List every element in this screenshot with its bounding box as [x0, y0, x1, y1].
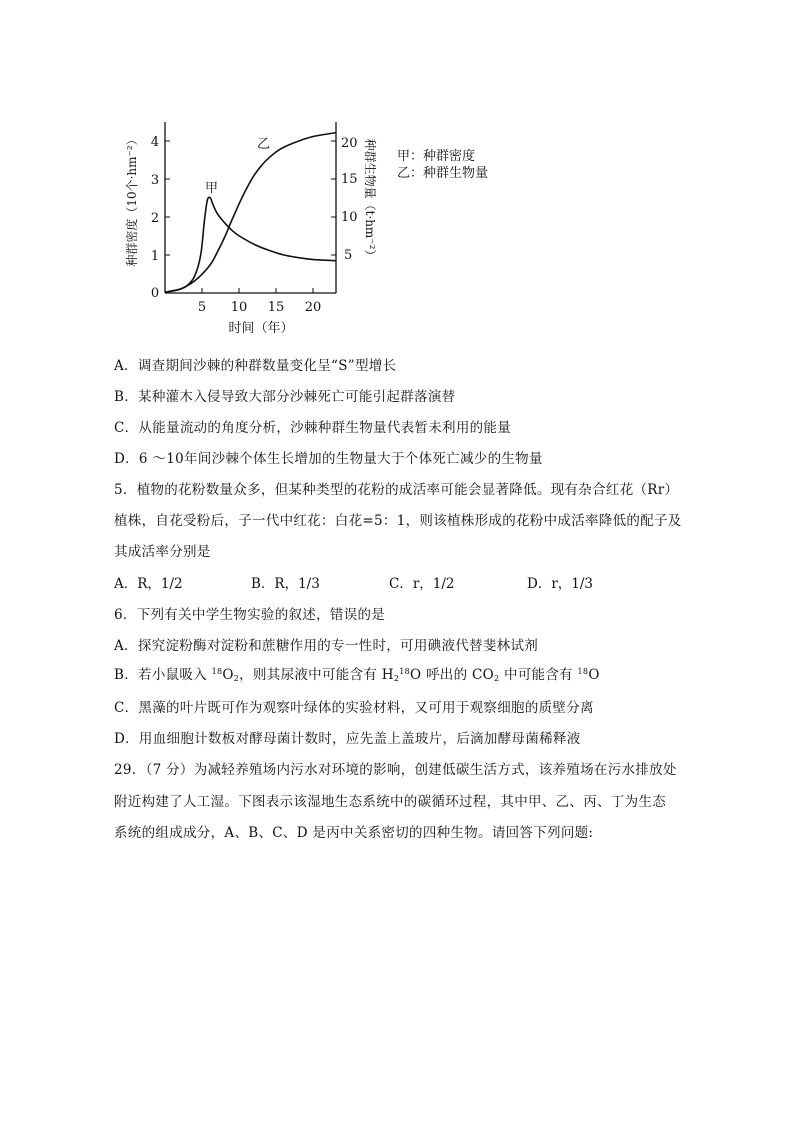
- q5-stem-line-2: 植株，自花受粉后，子一代中红花：白花=5：1，则该植株形成的花粉中成活率降低的配子及: [114, 513, 682, 529]
- y-right-tick-20: 20: [341, 136, 358, 151]
- y-right-tick-10: 10: [341, 210, 358, 225]
- legend-yi: 乙：种群生物量: [397, 166, 489, 181]
- q6-option-d: D．用血细胞计数板对酵母菌计数时，应先盖上盖玻片，后滴加酵母菌稀释液: [114, 731, 581, 747]
- x-tick-5: 5: [197, 300, 207, 315]
- series-jia-label: 甲: [205, 181, 219, 196]
- q29-stem-line-2: 附近构建了人工湿。下图表示该湿地生态系统中的碳循环过程，其中甲、乙、丙、丁为生态: [114, 794, 666, 810]
- x-tick-20: 20: [304, 300, 322, 315]
- y-left-tick-2: 2: [150, 211, 160, 226]
- q4-option-c: C．从能量流动的角度分析，沙棘种群生物量代表暂未利用的能量: [114, 420, 512, 436]
- y-right-tick-15: 15: [341, 172, 358, 187]
- q5-option-a: A．R，1/2: [114, 576, 183, 592]
- series-yi-label: 乙: [257, 137, 271, 152]
- q29-stem-line-3: 系统的组成成分，A、B、C、D 是丙中关系密切的四种生物。请回答下列问题:: [114, 825, 594, 841]
- series-yi-line: [165, 133, 336, 293]
- y-left-tick-1: 1: [150, 249, 160, 264]
- q5-stem-line-1: 5．植物的花粉数量众多，但某种类型的花粉的成活率可能会显著降低。现有杂合红花（Rr）: [114, 482, 679, 498]
- y-left-tick-4: 4: [150, 135, 160, 150]
- population-chart: [118, 112, 518, 337]
- x-axis-label: 时间（年）: [228, 321, 294, 336]
- q5-option-d: D．r，1/3: [527, 576, 594, 592]
- x-tick-15: 15: [267, 300, 285, 315]
- q4-option-b: B．某种灌木入侵导致大部分沙棘死亡可能引起群落演替: [114, 389, 456, 405]
- x-tick-10: 10: [230, 300, 248, 315]
- q4-option-d: D．6 ～10年间沙棘个体生长增加的生物量大于个体死亡减少的生物量: [114, 451, 543, 467]
- q6-option-c: C．黑藻的叶片既可作为观察叶绿体的实验材料，又可用于观察细胞的质壁分离: [114, 700, 594, 716]
- q29-stem-line-1: 29．（7 分）为减轻养殖场内污水对环境的影响，创建低碳生活方式，该养殖场在污水排放处: [114, 762, 677, 778]
- q5-stem-line-3: 其成活率分别是: [114, 544, 211, 560]
- y-left-tick-0: 0: [150, 286, 160, 301]
- q4-option-a: A．调查期间沙棘的种群数量变化呈“S”型增长: [114, 358, 397, 374]
- q6-stem: 6．下列有关中学生物实验的叙述，错误的是: [114, 607, 386, 623]
- q6-option-a: A．探究淀粉酶对淀粉和蔗糖作用的专一性时，可用碘液代替斐林试剂: [114, 638, 539, 654]
- y-left-axis-label: 种群密度（10个·hm⁻²）: [125, 133, 139, 267]
- left-y-ticks: [151, 135, 170, 301]
- q5-option-c: C．r，1/2: [389, 576, 455, 592]
- x-ticks: [198, 288, 321, 315]
- q6-option-b: B．若小鼠吸入 $^{18}O_2$，则其尿液中可能含有 $H_2^{18}O$ 呼出的 $CO_2$ 中可能含有 $^{18}$O: [114, 667, 600, 683]
- legend-jia: 甲：种群密度: [397, 149, 476, 164]
- y-right-axis-label: 种群生物量（t·hm⁻²）: [363, 138, 377, 262]
- y-left-tick-3: 3: [150, 173, 160, 188]
- y-right-tick-5: 5: [344, 248, 353, 263]
- right-y-ticks: [331, 136, 358, 263]
- series-jia-line: [165, 197, 336, 292]
- q5-option-b: B．R，1/3: [251, 576, 320, 592]
